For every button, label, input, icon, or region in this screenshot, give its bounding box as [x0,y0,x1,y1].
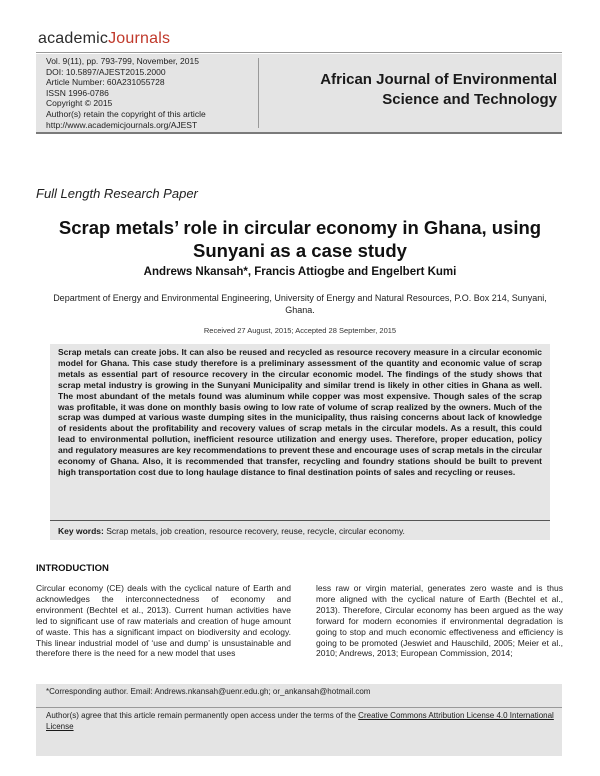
meta-url[interactable]: http://www.academicjournals.org/AJEST [46,119,198,130]
header-divider [258,58,259,128]
logo-prefix: academic [38,30,109,47]
logo-suffix: Journals [108,30,171,47]
footnote-divider [36,707,562,708]
article-metadata [46,56,206,130]
section-heading-introduction: INTRODUCTION [36,563,109,574]
corresponding-author: *Corresponding author. Email: Andrews.nkansah@uenr.edu.gh; or_ankansah@hotmail.com [46,687,371,696]
meta-copyright: Copyright © 2015 [46,98,113,109]
paper-type: Full Length Research Paper [36,186,198,201]
abstract-divider [50,520,550,521]
author-list: Andrews Nkansah*, Francis Attiogbe and Engelbert Kumi [143,266,457,278]
received-accepted-dates: Received 27 August, 2015; Accepted 28 September, 2015 [203,326,397,335]
meta-issn: ISSN 1996-0786 [46,87,109,98]
body-column-right: less raw or virgin material, generates zero waste and is thus more aligned with the cyclical nature of Earth (Bechtel et al., 2013). Therefore, Circular economy has been argued as the way forward for modern economies if environmental degradation is going to stop and much economic effectiveness and efficiency is going to be promoted (Jeswiet and Hauschild, 2005; Meier et al., 2010; Andrews, 2013; European Commission, 2014; [316,583,563,659]
affiliation: Department of Energy and Environmental Engineering, University of Energy and Natural Resources, P.O. Box 214, Sunyani, Ghana. [53,293,547,315]
article-title: Scrap metals’ role in circular economy in Ghana, using Sunyani as a case study [58,217,542,261]
keywords-label: Key words: [58,526,104,536]
meta-rights: Author(s) retain the copyright of this article [46,108,206,119]
body-column-left: Circular economy (CE) deals with the cyclical nature of Earth and acknowledges the interconnectedness of economy and environment (Bechtel et al., 2013). Current human activities have led to significant use of raw materials and creation of huge amount of waste. This has a significant impact on biodiversity and ecology. This linear industrial model of ‘use and dump’ is unsustainable and therefore there is the need for a new model that uses [36,583,291,659]
publisher-logo [38,30,170,48]
license-statement [46,711,554,732]
meta-article-number: Article Number: 60A231055728 [46,77,165,88]
meta-doi: DOI: 10.5897/AJEST2015.2000 [46,66,166,77]
meta-volume: Vol. 9(11), pp. 793-799, November, 2015 [46,56,199,66]
abstract-text: Scrap metals can create jobs. It can also be reused and recycled as resource recovery measure in a circular economic model for Ghana. This case study therefore is a preliminary assessment of the quantity and economic value of scrap metals as essential part of resource recovery in the circular economic model. The findings of the study shows that scrap metal industry is growing in the Sunyani Municipality and similar trend is likely in other cities in Ghana as well. The most abundant of the metals found was aluminum while copper was most expensive. Though sales of the scrap was profitable, it was done on monthly basis owing to low rate of volume of scrap realized by the owners. Much of the scrap was dumped at various waste dumping sites in the municipality, thus raising concerns about lack of knowledge of residents about the profitability and recovery values of scrap metals in the circular models. As a result, this could lead to environmental pollution, inefficient resource utilization and energy uses. Therefore, proper education, policy and regulatory measures are key recommendations to prevent these and encourage uses of scrap metals in the circular economy of Ghana. Also, it is recommended that transfer, recycling and foundry stations should be built to prevent high transportation cost due to long haulage distance to final destination points of sales and recycling or reuses. [58,347,542,477]
keywords [58,526,542,536]
journal-title: African Journal of Environmental Science and Technology [320,71,557,108]
license-text: Author(s) agree that this article remain permanently open access under the terms of the [46,711,356,720]
header-rule [36,52,562,53]
license-link[interactable]: Creative Commons Attribution License 4.0 International License [46,711,554,731]
keywords-list: Scrap metals, job creation, resource recovery, reuse, recycle, circular economy. [106,526,405,536]
